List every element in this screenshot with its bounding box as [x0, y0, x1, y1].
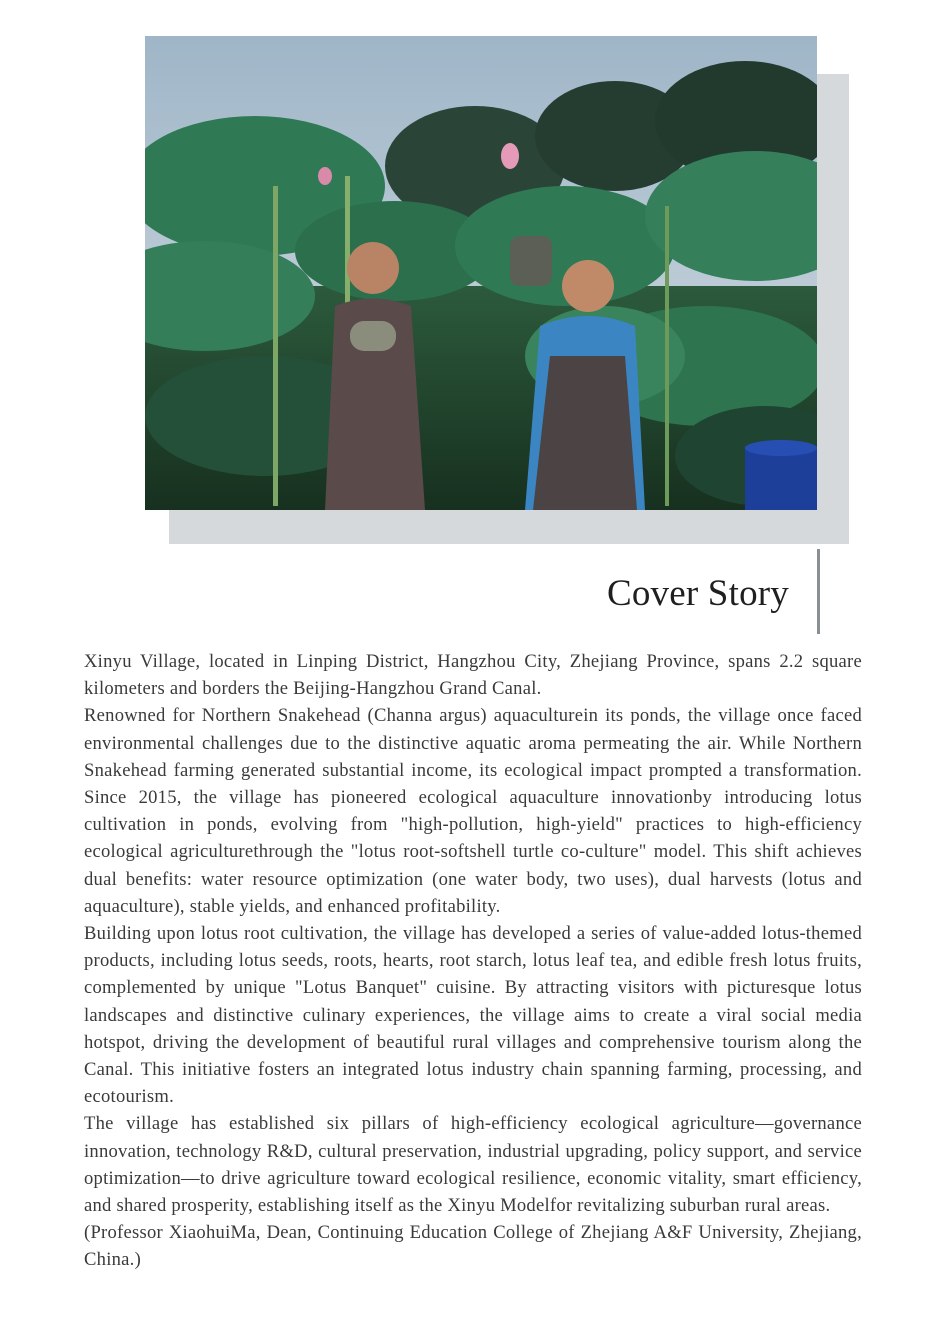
paragraph: Renowned for Northern Snakehead (Channa argus) aquaculturein its ponds, the village once faced environmental challenges due to the distinctive aquatic aroma permeating the air. While Northern Snakehead farming generated substantial income, its ecological impact prompted a transformation. Since 2015, the village has pioneered ecological aquaculture innovationby introducing lotus cultivation in ponds, evolving from "high-pollution, high-yield" practices to high-efficiency ecological agriculturethrough the "lotus root-softshell turtle co-culture" model. This shift achieves dual benefits: water resource optimization (one water body, two uses), dual harvests (lotus and aquaculture), stable yields, and enhanced profitability.: [84, 705, 862, 917]
paragraph: Building upon lotus root cultivation, the village has developed a series of value-added lotus-themed products, including lotus seeds, roots, hearts, root starch, lotus leaf tea, and edible fresh lotus fruits, complemented by unique "Lotus Banquet" cuisine. By attracting visitors with picturesque lotus landscapes and distinctive culinary experiences, the village aims to create a viral social media hotspot, driving the development of beautiful rural villages and comprehensive tourism along the Canal. This initiative fosters an integrated lotus industry chain spanning farming, processing, and ecotourism.: [84, 923, 862, 1108]
paragraph: The village has established six pillars of high-efficiency ecological agriculture—governance innovation, technology R&D, cultural preservation, industrial upgrading, policy support, and service optimization—to drive agriculture toward ecological resilience, economic vitality, smart efficiency, and shared prosperity, establishing itself as the Xinyu Modelfor revitalizing suburban rural areas.: [84, 1113, 862, 1217]
cover-photo: [145, 36, 817, 510]
paragraph: Xinyu Village, located in Linping District, Hangzhou City, Zhejiang Province, spans 2.2 square kilometers and borders the Beijing-Hangzhou Grand Canal.: [84, 651, 862, 700]
article-body: [84, 648, 862, 1274]
author-credit: (Professor XiaohuiMa, Dean, Continuing Education College of Zhejiang A&F University, Zhejiang, China.): [84, 1222, 862, 1271]
page-title: Cover Story: [606, 573, 789, 614]
title-divider: [817, 549, 820, 634]
cover-photo-illustration: [145, 36, 817, 510]
